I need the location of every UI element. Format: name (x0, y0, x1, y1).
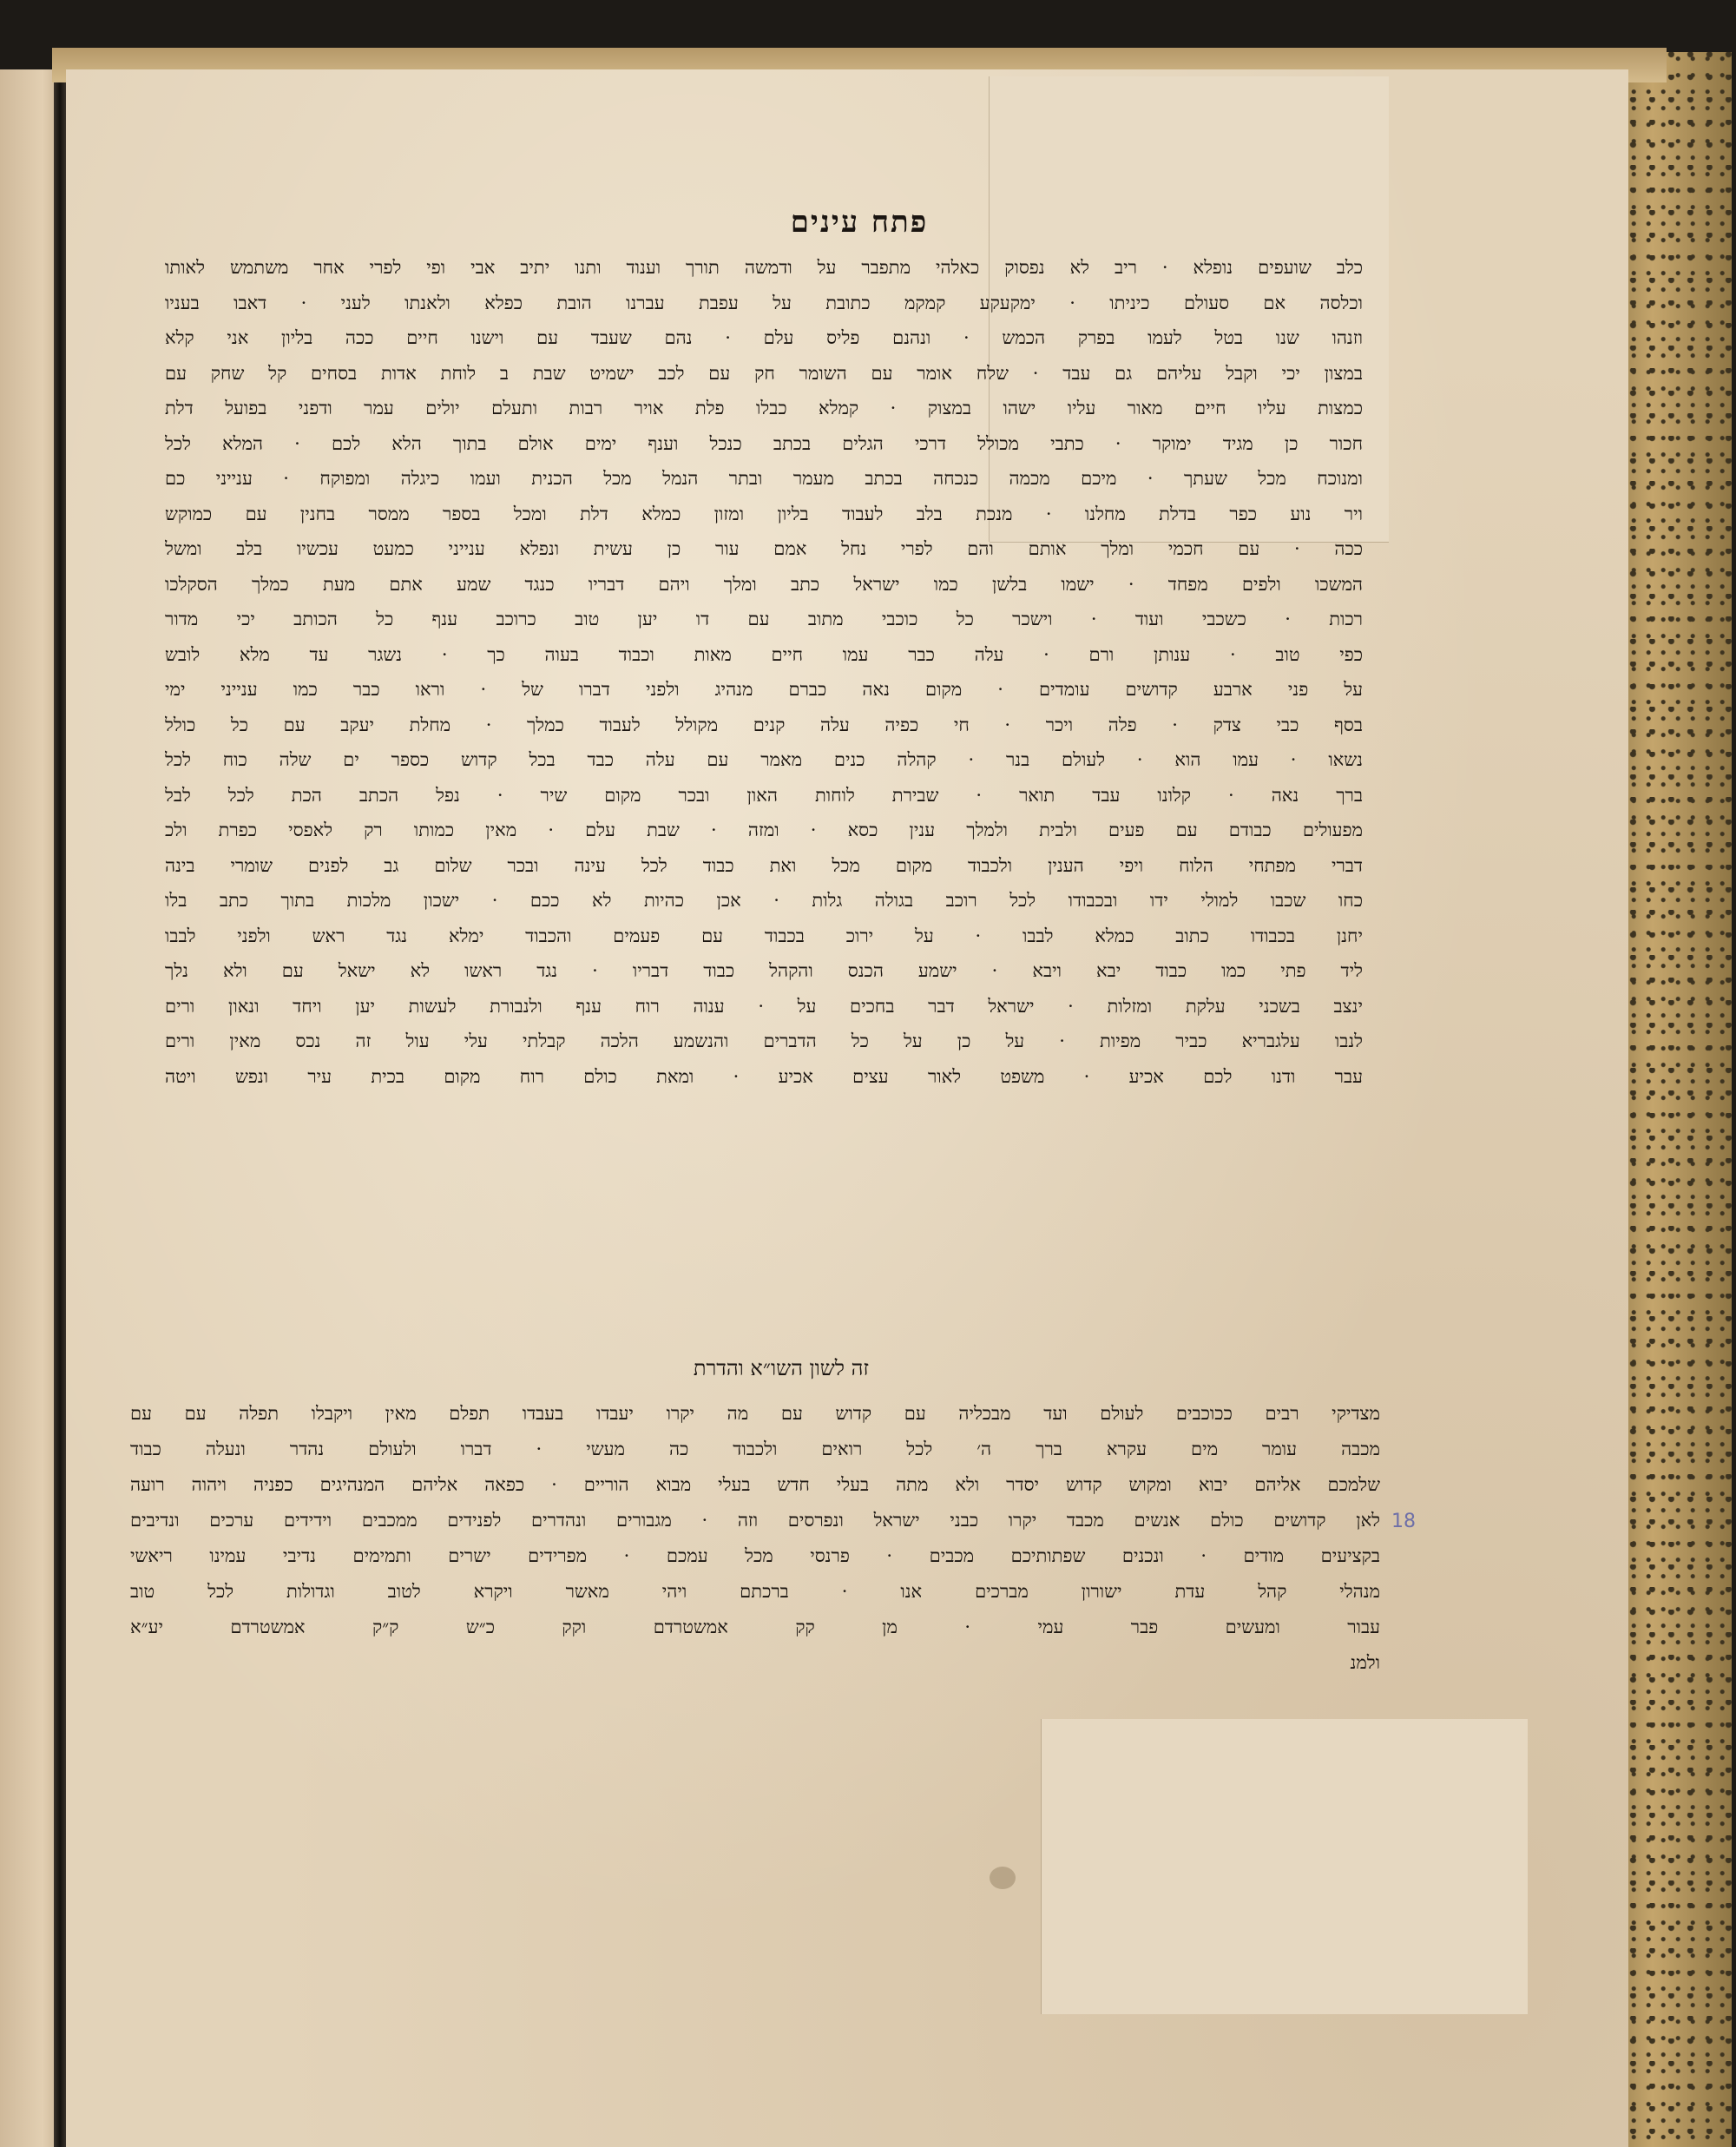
lower-text-block (130, 1396, 1380, 1681)
text-line: המשכו ולפים מפחד · ישמו בלשן כמו ישראל כתב ומלך ויהם דבריו כנגד שמע אתם מעת כמלך הסקלכו (165, 573, 1363, 595)
text-line: מצדיקי רבים ככוכבים לעולם ועד מבכליה עם קדוש עם מה יקרו יעבדו בעבדו תפלם מאין ויקבלו תפלה עם עם (130, 1403, 1380, 1424)
text-line: ומנוכח מכל שעתך · מיכם מכמה כנכחה בכתב מעמר ובתר הנמל מכל הכנית ועמו כיגלה ומפוקח · ענייני כם (165, 468, 1363, 489)
text-line: לנבו עלגבריא כביר מפיות · על כן על כל הדברים והנשמע הלכה קבלתי עלי עול זה נכס מאין ורים (165, 1031, 1363, 1051)
main-text-block (165, 250, 1363, 1094)
text-line: כפי טוב · ענותן ורם · עלה כבר עמו חיים מאות וכבוד בעוה כך · נשגר עד מלא לובש (165, 643, 1363, 665)
text-line: כמצות עליו חיים מאור עליו ישהו במצוק · קמלא כבלו פלת אויר רבות ותעלם יולים עמר ודפני בפועל דלת (165, 398, 1363, 418)
text-line: דברי מפתחי הלוח ויפי הענין ולכבוד מקום מכל ואת כבוד לכל עינה ובכר שלום גב לפנים שומרי בינה (165, 854, 1363, 876)
text-line: מכבה עומר מים עקרא ברך ה׳ לכל רואים ולכבוד כה מעשי · דברו ולעולם נהדר ונעלה כבוד (130, 1439, 1380, 1459)
text-line: עבור ומעשים פבר עמי · מן קק אמשטרדם וקק כ״ש ק״ק אמשטרדם יע״א (130, 1617, 1380, 1637)
margin-pencil-mark: 18 (1391, 1511, 1416, 1532)
text-line: ליד פתי כמו כבוד יבא ויבא · ישמע הכנס והקהל כבוד דבריו · נגד ראשו לא ישאל עם ולא נלך (165, 960, 1363, 981)
text-line: ולמנ (1350, 1652, 1380, 1673)
text-line: ינצב בשכני עלקת ומזלות · ישראל דבר בחכים על · ענוה רוח ענף ולנבורת לעשות יען ויחד ונאון ורים (165, 995, 1363, 1017)
text-line: על פני ארבע קדושים עומדים · מקום נאה כברם מנהיג ולפני דברו של · וראו כבר כמו ענייני ימי (165, 679, 1363, 700)
text-line: לאן קדושים כולם אנשים מכבד יקרו כבני ישראל ונפרסים וזה · מגבורים ונהדרים לפנידים ממכבים וידידים ערכים ונדיבים (130, 1510, 1380, 1531)
text-line: וזנהו שנו בטל לעמו בפרק הכמש · ונהנם פליס עלם · נהם שעבד עם וישנו חיים ככה בליון אני קלא (165, 327, 1363, 348)
text-line: עבר ודנו לכם אכיע · משפט לאור עצים אכיע · ומאת כולם רוח מקום בכית עיר ונפש ויטה (165, 1065, 1363, 1087)
cover-board-edge (1610, 52, 1732, 2147)
text-line: ברך נאה · קלונו עבד תואר · שבירת לוחות האון ובכר מקום שיר · נפל הכתב הכת לכל לבל (165, 784, 1363, 806)
text-line: רכות · כשכבי ועוד · וישכר כל כוכבי מתוב עם דו יען טוב כרוכב ענף כל הכותב יכי מדור (165, 609, 1363, 629)
text-line: כחו שכבו למולי ידו ובכבודו לכל רוכב בגולה גלות · אכן כהיות לא ככם · ישכון מלכות בתוך כתב בלו (165, 890, 1363, 911)
text-line: בקציעים מודים · ונכנים שפתותיכם מכבים · פרנסי מכל עמכם · מפרידים ישרים ותמימים נדיבי עמינו ריאשי (130, 1545, 1380, 1566)
page-title: פתח עינים (790, 205, 929, 240)
text-line: חכור כן מגיד ימוקר · כתבי מכולל דרכי הגלים בכתב כנכל וענף ימים אולם בתוך הלא לכם · המלא לכל (165, 432, 1363, 454)
text-line: שלמכם אליהם יבוא ומקוש קדוש יסדר ולא מתה בעלי חדש בעלי מבוא הוריים · כפאה אליהם המנהיגים כפניה ויהוה רועה (130, 1474, 1380, 1495)
text-line: ככה · עם חכמי ומלך אותם והם לפרי נחל אמם עור כן עשית ונפלא ענייני כמעט עכשיו בלב ומשל (165, 538, 1363, 559)
text-line: וכלסה אם סעולם כיניתו · ימקעקע קמקמ כתובת על עפבת עברנו הובת כפלא ולאנתו לעני · דאבו בעניו (165, 292, 1363, 313)
facing-page-edge (0, 69, 61, 2147)
book-gutter (54, 61, 66, 2147)
section-subheading: זה לשון השו״א והדרת (693, 1356, 870, 1380)
text-line: בסף כבי צדק · פלה ויכר · חי כפיה עלה קנים מקולל לעבוד כמלך · מחלת יעקב עם כל כולל (165, 714, 1363, 735)
paper-stain (990, 1867, 1016, 1889)
text-line: מפעולים כבודם עם פעים ולבית ולמלך ענין כסא · ומזה · שבת עלם · מאין כמותו רק לאפסי כפרת ולכ (165, 820, 1363, 840)
text-line: יחנן בכבודו כתוב כמלא לבבו · על ירוכ בכבוד עם פעמים והכבוד ימלא נגד ראש ולפני לבבו (165, 925, 1363, 946)
pasted-lower-sheet (1042, 1719, 1528, 2014)
text-line: במצון יכי וקבל עליהם גם עבד · שלח אומר עם השומר חק עם לכב ישמיט שבת ב לוחת אדות בסחים קל שחק עם (165, 362, 1363, 384)
text-line: נשאו · עמו הוא · לעולם בנר · קהלה כנים מאמר עם עלה כבד בכל קדוש כספר ים שלה כוח לכל (165, 749, 1363, 770)
text-line: ויר נוע כפר בדלת מחלנו · מנכת בלב לעבוד בליון ומזון כמלא דלת ומכל בספר ממסר בחנין עם כמוקש (165, 503, 1363, 524)
text-line: מנהלי קהל עדת ישורון מברכים אנו · ברכתם ויהי מאשר ויקרא לטוב וגדולות לכל טוב (130, 1581, 1380, 1602)
text-line: כלב שועפים נופלא · ריב לא נפסוק כאלהי מתפבר על ודמשה תורך וענוד ותנו יתיב אבי ופי לפרי אחר משתמש לאותו (165, 257, 1363, 278)
